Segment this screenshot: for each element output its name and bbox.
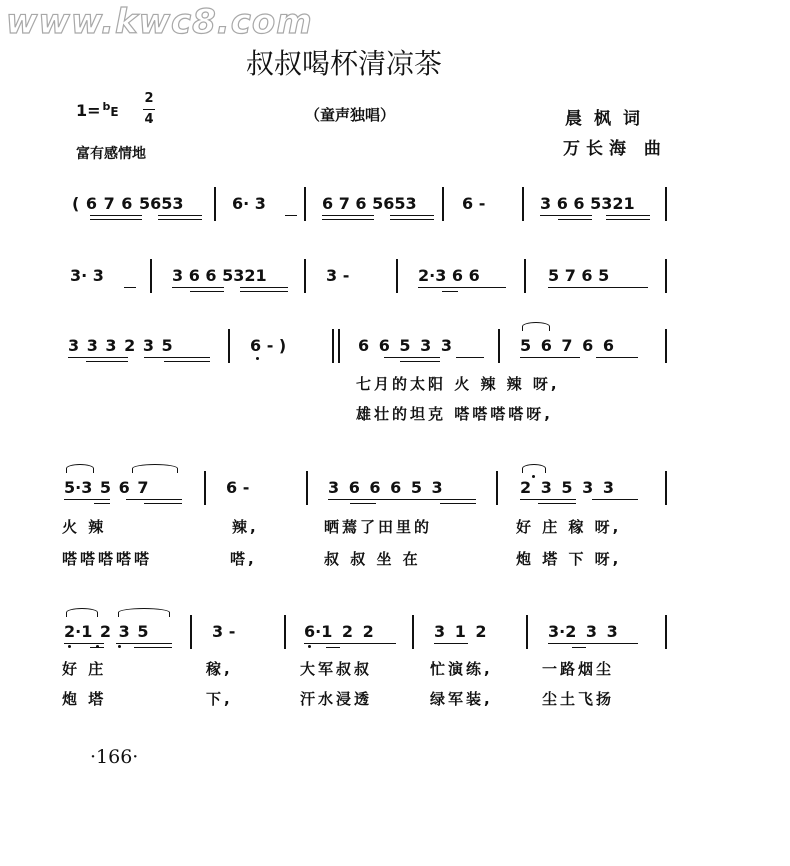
underline [384,357,440,358]
octave-dot [68,645,71,648]
barline [522,187,524,221]
key-prefix: 1= [76,101,101,120]
barline [204,471,206,505]
underline [606,219,650,220]
underline [144,357,210,358]
notes-r2-m2: 3 6 6 5321 [172,266,267,285]
underline [64,499,110,500]
notes-r1-m2: 6· 3 [232,194,266,213]
underline [440,503,476,504]
underline [540,215,592,216]
notes-r5-m5: 3·2 3 3 [548,622,618,641]
lyrics-r3-v1: 七月的太阳 火 辣 辣 呀, [356,375,560,393]
barline [412,615,414,649]
lyrics-r5-v2-d: 绿军装, [430,690,493,708]
notes-r2-m3: 3 - [326,266,350,285]
underline [90,215,142,216]
underline [64,643,104,644]
lyrics-r4-v1-d: 好 庄 稼 呀, [516,518,622,536]
barline [304,187,306,221]
notes-r4-m4: 2 3 5 3 3 [520,478,614,497]
lyrics-r4-v2-a: 嗒嗒嗒嗒嗒 [62,550,153,568]
underline [520,499,576,500]
underline [158,219,202,220]
barline [665,471,667,505]
expression-marking: 富有感情地 [76,146,146,162]
underline [538,503,576,504]
underline [144,503,182,504]
underline [350,503,376,504]
underline [304,643,396,644]
underline [442,291,458,292]
underline [126,499,182,500]
barline [332,329,334,363]
barline [338,329,340,363]
underline [90,219,142,220]
underline [322,219,374,220]
underline [572,647,586,648]
lyrics-r5-v1-a: 好 庄 [62,660,107,678]
lyrics-r5-v1-c: 大军叔叔 [300,660,373,678]
lyrics-r5-v2-b: 下, [206,690,233,708]
notes-r3-m4: 5 6 7 6 6 [520,336,614,355]
underline [116,643,172,644]
notes-r4-m2: 6 - [226,478,250,497]
barline [442,187,444,221]
octave-dot [256,357,259,360]
barline [665,259,667,293]
barline [190,615,192,649]
lyrics-r4-v1-a: 火 辣 [62,518,107,536]
composer-credit: 万长海 曲 [563,139,667,159]
lyrics-r4-v1-c: 晒蔫了田里的 [324,518,433,536]
underline [240,287,288,288]
notes-r2-m4: 2·3 6 6 [418,266,480,285]
notes-r5-m1: 2·1 2 3 5 [64,622,149,641]
octave-dot [118,645,121,648]
notes-r3-m2: 6 - ) [250,336,287,355]
lyricist-credit: 晨枫词 [565,109,652,129]
underline [164,361,210,362]
underline [400,361,440,362]
tie-slur [118,608,170,617]
underline [558,219,592,220]
watermark: www.kwc8.com [6,2,313,42]
notes-r5-m4: 3 1 2 [434,622,487,641]
barline [665,187,667,221]
tie-slur [522,464,546,473]
barline [496,471,498,505]
underline [548,643,638,644]
underline [606,215,650,216]
tie-slur [132,464,178,473]
notes-r5-m2: 3 - [212,622,236,641]
performance-note: （童声独唱） [305,106,396,124]
notes-r3-m1: 3 3 3 2 3 5 [68,336,173,355]
lyrics-r5-v2-e: 尘土飞扬 [542,690,615,708]
barline [150,259,152,293]
underline [434,643,468,644]
underline [86,361,128,362]
tie-slur [66,464,94,473]
underline [240,291,288,292]
barline [214,187,216,221]
lyrics-r4-v2-c: 叔 叔 坐 在 [324,550,421,568]
underline [548,287,648,288]
notes-r1-m1: ( 6 7 6 5653 [72,194,184,213]
barline [526,615,528,649]
lyrics-r5-v1-b: 稼, [206,660,233,678]
barline [524,259,526,293]
notes-r1-m4: 6 - [462,194,486,213]
underline [326,647,340,648]
underline [172,287,224,288]
notes-r3-m3: 6 6 5 3 3 [358,336,452,355]
octave-dot [308,645,311,648]
underline [456,357,484,358]
lyrics-r4-v1-b: 辣, [232,518,259,536]
notes-r1-m3: 6 7 6 5653 [322,194,417,213]
underline [390,219,434,220]
notes-r2-m1: 3· 3 [70,266,104,285]
key-note: E [110,105,119,119]
song-title: 叔叔喝杯清凉茶 [246,47,443,80]
octave-dot [532,475,535,478]
underline [190,291,224,292]
meter-top: 2 [144,91,154,106]
notes-r2-m5: 5 7 6 5 [548,266,610,285]
tie-slur [522,322,550,331]
meter-bottom: 4 [144,112,154,127]
lyrics-r5-v1-e: 一路烟尘 [542,660,615,678]
page-number: ·166· [90,746,139,768]
lyrics-r5-v1-d: 忙演练, [430,660,493,678]
notes-r5-m3: 6·1 2 2 [304,622,374,641]
underline [124,287,136,288]
underline [158,215,202,216]
underline [94,503,110,504]
underline [418,287,506,288]
notes-r1-m5: 3 6 6 5321 [540,194,635,213]
underline [285,215,297,216]
underline [390,215,434,216]
lyrics-r5-v2-c: 汗水浸透 [300,690,373,708]
underline [596,357,638,358]
lyrics-r4-v2-d: 炮 塔 下 呀, [516,550,622,568]
time-signature [143,90,155,129]
barline [228,329,230,363]
barline [284,615,286,649]
barline [396,259,398,293]
barline [498,329,500,363]
octave-dot [96,645,99,648]
notes-r4-m1: 5·3 5 6 7 [64,478,149,497]
barline [665,615,667,649]
lyrics-r4-v2-b: 嗒, [230,550,257,568]
key-signature [76,100,119,120]
barline [665,329,667,363]
lyrics-r5-v2-a: 炮 塔 [62,690,107,708]
underline [328,499,476,500]
lyrics-r3-v2: 雄壮的坦克 嗒嗒嗒嗒呀, [356,405,553,423]
underline [68,357,128,358]
flat-sign: b [102,100,111,113]
underline [592,499,638,500]
underline [520,357,580,358]
underline [322,215,374,216]
notes-r4-m3: 3 6 6 6 5 3 [328,478,443,497]
tie-slur [66,608,98,617]
barline [306,471,308,505]
barline [304,259,306,293]
underline [134,647,172,648]
